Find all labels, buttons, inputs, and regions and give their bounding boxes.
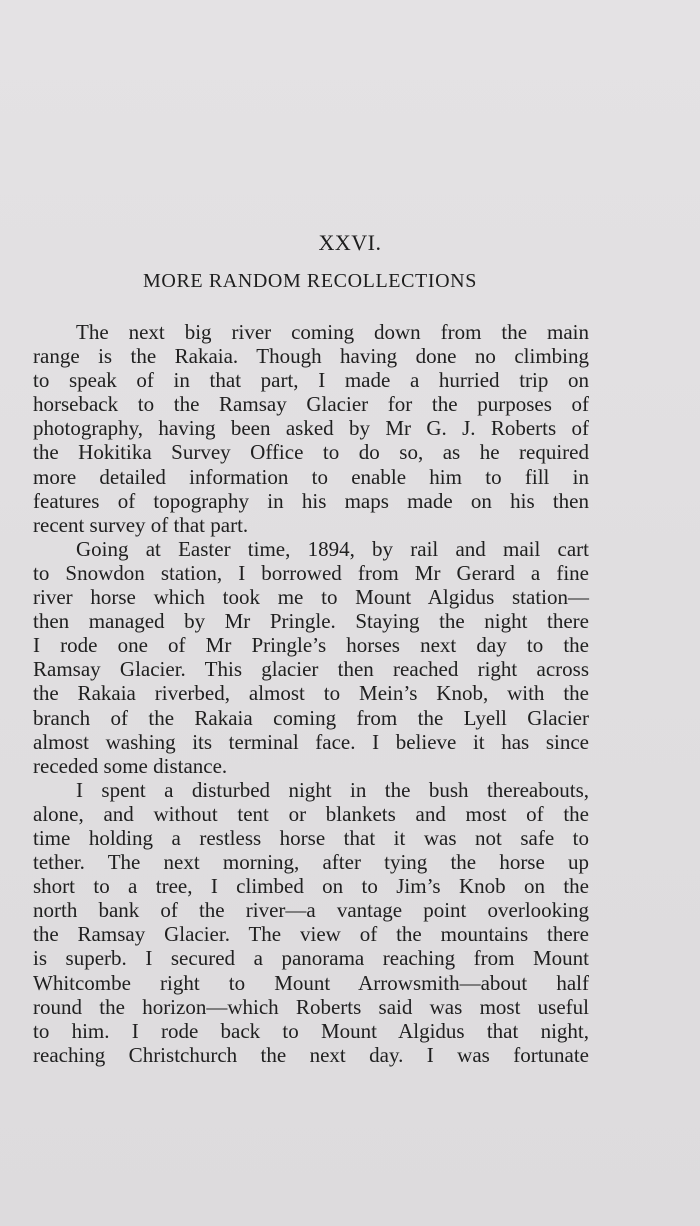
text-line: Going at Easter time, 1894, by rail and mail cart [76, 536, 589, 561]
text-line: to Snowdon station, I borrowed from Mr Gerard a fine [33, 560, 589, 585]
text-line: to him. I rode back to Mount Algidus that night, [33, 1018, 589, 1043]
text-line: then managed by Mr Pringle. Staying the night there [33, 609, 589, 634]
text-line: The next big river coming down from the main [76, 320, 589, 344]
text-line: the Hokitika Survey Office to do so, as he required [33, 440, 589, 465]
text-line: reaching Christchurch the next day. I was fortunate [33, 1042, 589, 1067]
text-line: receded some distance. [33, 753, 228, 778]
text-line: range is the Rakaia. Though having done no climbing [33, 344, 589, 369]
text-line: the Ramsay Glacier. The view of the mountains there [33, 922, 589, 947]
text-line: short to a tree, I climbed on to Jim’s Knob on the [33, 874, 589, 899]
body-text [33, 320, 589, 1067]
text-line: horseback to the Ramsay Glacier for the purposes of [33, 392, 589, 417]
text-line: almost washing its terminal face. I believe it has since [33, 729, 589, 754]
text-line: features of topography in his maps made on his then [33, 488, 589, 513]
text-line: I rode one of Mr Pringle’s horses next day to the [33, 633, 589, 658]
text-line: Whitcombe right to Mount Arrowsmith—about half [33, 970, 589, 995]
text-line: more detailed information to enable him to fill in [33, 464, 589, 489]
text-line: I spent a disturbed night in the bush thereabouts, [76, 777, 589, 802]
text-line: tether. The next morning, after tying the horse up [33, 850, 589, 875]
text-line: recent survey of that part. [33, 512, 249, 537]
chapter-title: MORE RANDOM RECOLLECTIONS [143, 270, 477, 292]
text-line: to speak of in that part, I made a hurried trip on [33, 368, 589, 393]
text-line: alone, and without tent or blankets and most of the [33, 801, 589, 826]
text-line: north bank of the river—a vantage point overlooking [33, 898, 589, 923]
text-line: river horse which took me to Mount Algidus station— [33, 585, 589, 610]
text-line: time holding a restless horse that it was not safe to [33, 825, 589, 850]
text-line: photography, having been asked by Mr G. J. Roberts of [33, 416, 589, 441]
chapter-number: XXVI. [318, 230, 382, 255]
text-line: branch of the Rakaia coming from the Lyell Glacier [33, 705, 589, 730]
text-line: Ramsay Glacier. This glacier then reached right across [33, 657, 589, 682]
text-line: is superb. I secured a panorama reaching from Mount [33, 946, 589, 971]
text-line: round the horizon—which Roberts said was most useful [33, 994, 589, 1019]
text-line: the Rakaia riverbed, almost to Mein’s Knob, with the [33, 681, 589, 706]
